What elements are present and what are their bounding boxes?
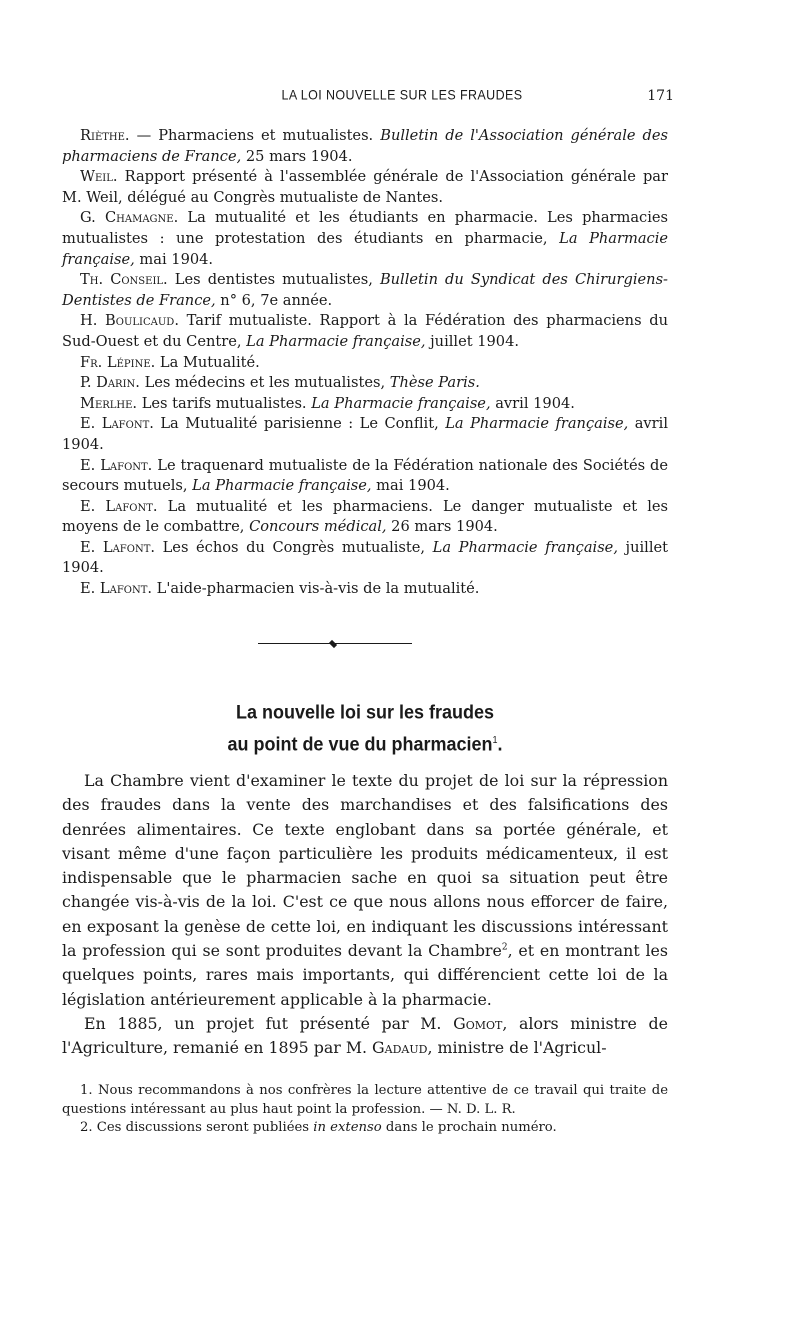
footnote-text: 2. Ces discussions seront publiées (80, 1120, 314, 1135)
bibliography-list (62, 126, 668, 600)
paragraph-text: , et en montrant les quelques points, rares mais importants, qui différencient cette loi de la législation antérieurement applicable à la pharmacie. (62, 941, 668, 1009)
footnote-ref: 2 (501, 942, 508, 953)
entry-tail: 25 mars 1904. (241, 147, 353, 165)
entry-source: Bulletin du Syndicat des Chirurgiens-Dentistes de France, (62, 271, 668, 309)
paragraph-text: En 1885, un projet fut présenté par M. (84, 1013, 454, 1033)
entry-tail: avril 1904. (62, 415, 668, 453)
entry-author: E. Lafont. (80, 456, 153, 474)
bibliography-entry (62, 208, 668, 270)
entry-tail: mai 1904. (134, 250, 214, 268)
paragraph-text: La Chambre vient d'examiner le texte du projet de loi sur la répression des fraudes dans la vente des marchandises et des falsifications des denrées alimentaires. Ce texte englobant dans sa portée générale, et visant même d'une façon particulière les produits médicamenteux, il est indispensable que le pharmacien sache en quoi sa situation peut être changée vis-à-vis de la loi. C'est ce que nous allons nous efforcer de faire, en exposant la genèse de cette loi, en indiquant les discussions intéressant la profession qui se sont produites devant la Chambre (62, 771, 668, 961)
section-divider (258, 640, 412, 648)
entry-text: Les tarifs mutualistes. (137, 394, 312, 412)
bibliography-entry (62, 167, 668, 208)
footnotes (62, 1082, 668, 1138)
entry-tail: n° 6, 7e année. (215, 291, 333, 309)
entry-author: Th. Conseil. (80, 271, 168, 289)
entry-text: L'aide-pharmacien vis-à-vis de la mutualité. (152, 580, 480, 598)
entry-source: Thèse Paris. (389, 374, 480, 392)
paragraph-text: , alors ministre de l'Agriculture, remanié en 1895 par M. (62, 1013, 668, 1058)
entry-author: Fr. Lépine. (80, 353, 156, 371)
article-title (62, 698, 668, 758)
entry-author: E. Lafont. (80, 580, 153, 598)
diamond-ornament-icon (329, 640, 337, 648)
footnote-emphasis: in extenso (313, 1120, 382, 1135)
entry-tail: mai 1904. (371, 477, 450, 495)
entry-text: Les dentistes mutualistes, (167, 271, 380, 289)
page-number: 171 (647, 88, 674, 104)
entry-text: La mutualité et les pharmaciens. Le danger mutualiste et les moyens de le combattre, (62, 497, 668, 536)
entry-tail: juillet 1904. (425, 332, 519, 350)
entry-source: Bulletin de l'Association générale des pharmaciens de France, (62, 127, 668, 165)
entry-text: La mutualité et les étudiants en pharmacie. Les pharmacies mutualistes : une protestation des étudiants en pharmacie, (62, 209, 668, 247)
entry-author: Rièthe. (80, 127, 130, 144)
bibliography-entry (62, 353, 668, 374)
entry-author: E. Lafont. (80, 415, 154, 433)
paragraph (62, 1012, 668, 1061)
bibliography-entry (62, 497, 668, 538)
bibliography-entry (62, 456, 668, 497)
entry-tail: avril 1904. (490, 394, 575, 412)
entry-author: Weil. (80, 168, 118, 186)
article-title-text: au point de vue du pharmacien (227, 733, 493, 755)
person-name: Gadaud (372, 1038, 428, 1058)
article-title-line-1: La nouvelle loi sur les fraudes (235, 701, 495, 723)
bibliography-entry (62, 373, 668, 394)
entry-author: G. Chamagne. (80, 209, 179, 227)
entry-source: La Pharmacie française, (192, 477, 372, 495)
entry-text: La Mutualité. (155, 353, 260, 371)
entry-text: La Mutualité parisienne : Le Conflit, (153, 415, 446, 433)
paragraph (62, 769, 668, 1012)
article-body (62, 769, 668, 1061)
entry-author: H. Boulicaud. (80, 312, 179, 330)
entry-source: La Pharmacie française, (62, 229, 668, 268)
bibliography-entry (62, 538, 668, 579)
entry-text: Les échos du Congrès mutualiste, (155, 538, 433, 556)
entry-author: P. Darin. (80, 374, 140, 392)
footnote-2 (62, 1119, 668, 1138)
footnote-text: dans le prochain numéro. (381, 1120, 557, 1135)
entry-text: Le traquenard mutualiste de la Fédération nationale des Sociétés de secours mutuels, (62, 456, 668, 495)
running-head (130, 88, 674, 110)
entry-author: Merlhe. (80, 394, 138, 412)
entry-tail: 26 mars 1904. (386, 518, 498, 536)
entry-text: Rapport présenté à l'assemblée générale de l'Association générale par M. Weil, délégué au Congrès mutualiste de Nantes. (62, 168, 668, 206)
article-title-line-2: au point de vue du pharmacien$^1$. (227, 733, 503, 755)
bibliography-entry (62, 126, 668, 167)
footnote-ref: 1 (492, 734, 498, 746)
running-title: LA LOI NOUVELLE SUR LES FRAUDES (281, 87, 523, 103)
entry-source: La Pharmacie française, (311, 394, 491, 412)
entry-text: Les médecins et les mutualistes, (139, 374, 390, 392)
paragraph-text: , ministre de l'Agricul- (427, 1038, 607, 1058)
entry-author: E. Lafont. (80, 497, 158, 515)
entry-source: Concours médical, (249, 518, 387, 536)
bibliography-entry (62, 311, 668, 352)
footnote-1: 1. Nous recommandons à nos confrères la lecture attentive de ce travail qui traite de questions intéressant au plus haut point la profession. — N. D. L. R. (62, 1083, 668, 1117)
bibliography-entry (62, 394, 668, 415)
entry-tail: juillet 1904. (62, 538, 668, 577)
person-name: Gomot (453, 1013, 503, 1033)
entry-text: Tarif mutualiste. Rapport à la Fédération des pharmaciens du Sud-Ouest et du Centre, (62, 312, 668, 350)
entry-source: La Pharmacie française, (432, 538, 618, 556)
entry-text: — Pharmaciens et mutualistes. (129, 127, 381, 144)
bibliography-entry (62, 579, 668, 600)
bibliography-entry (62, 414, 668, 455)
entry-author: E. Lafont. (80, 538, 156, 556)
entry-source: La Pharmacie française, (445, 415, 629, 433)
entry-source: La Pharmacie française, (246, 332, 426, 350)
bibliography-entry (62, 270, 668, 311)
